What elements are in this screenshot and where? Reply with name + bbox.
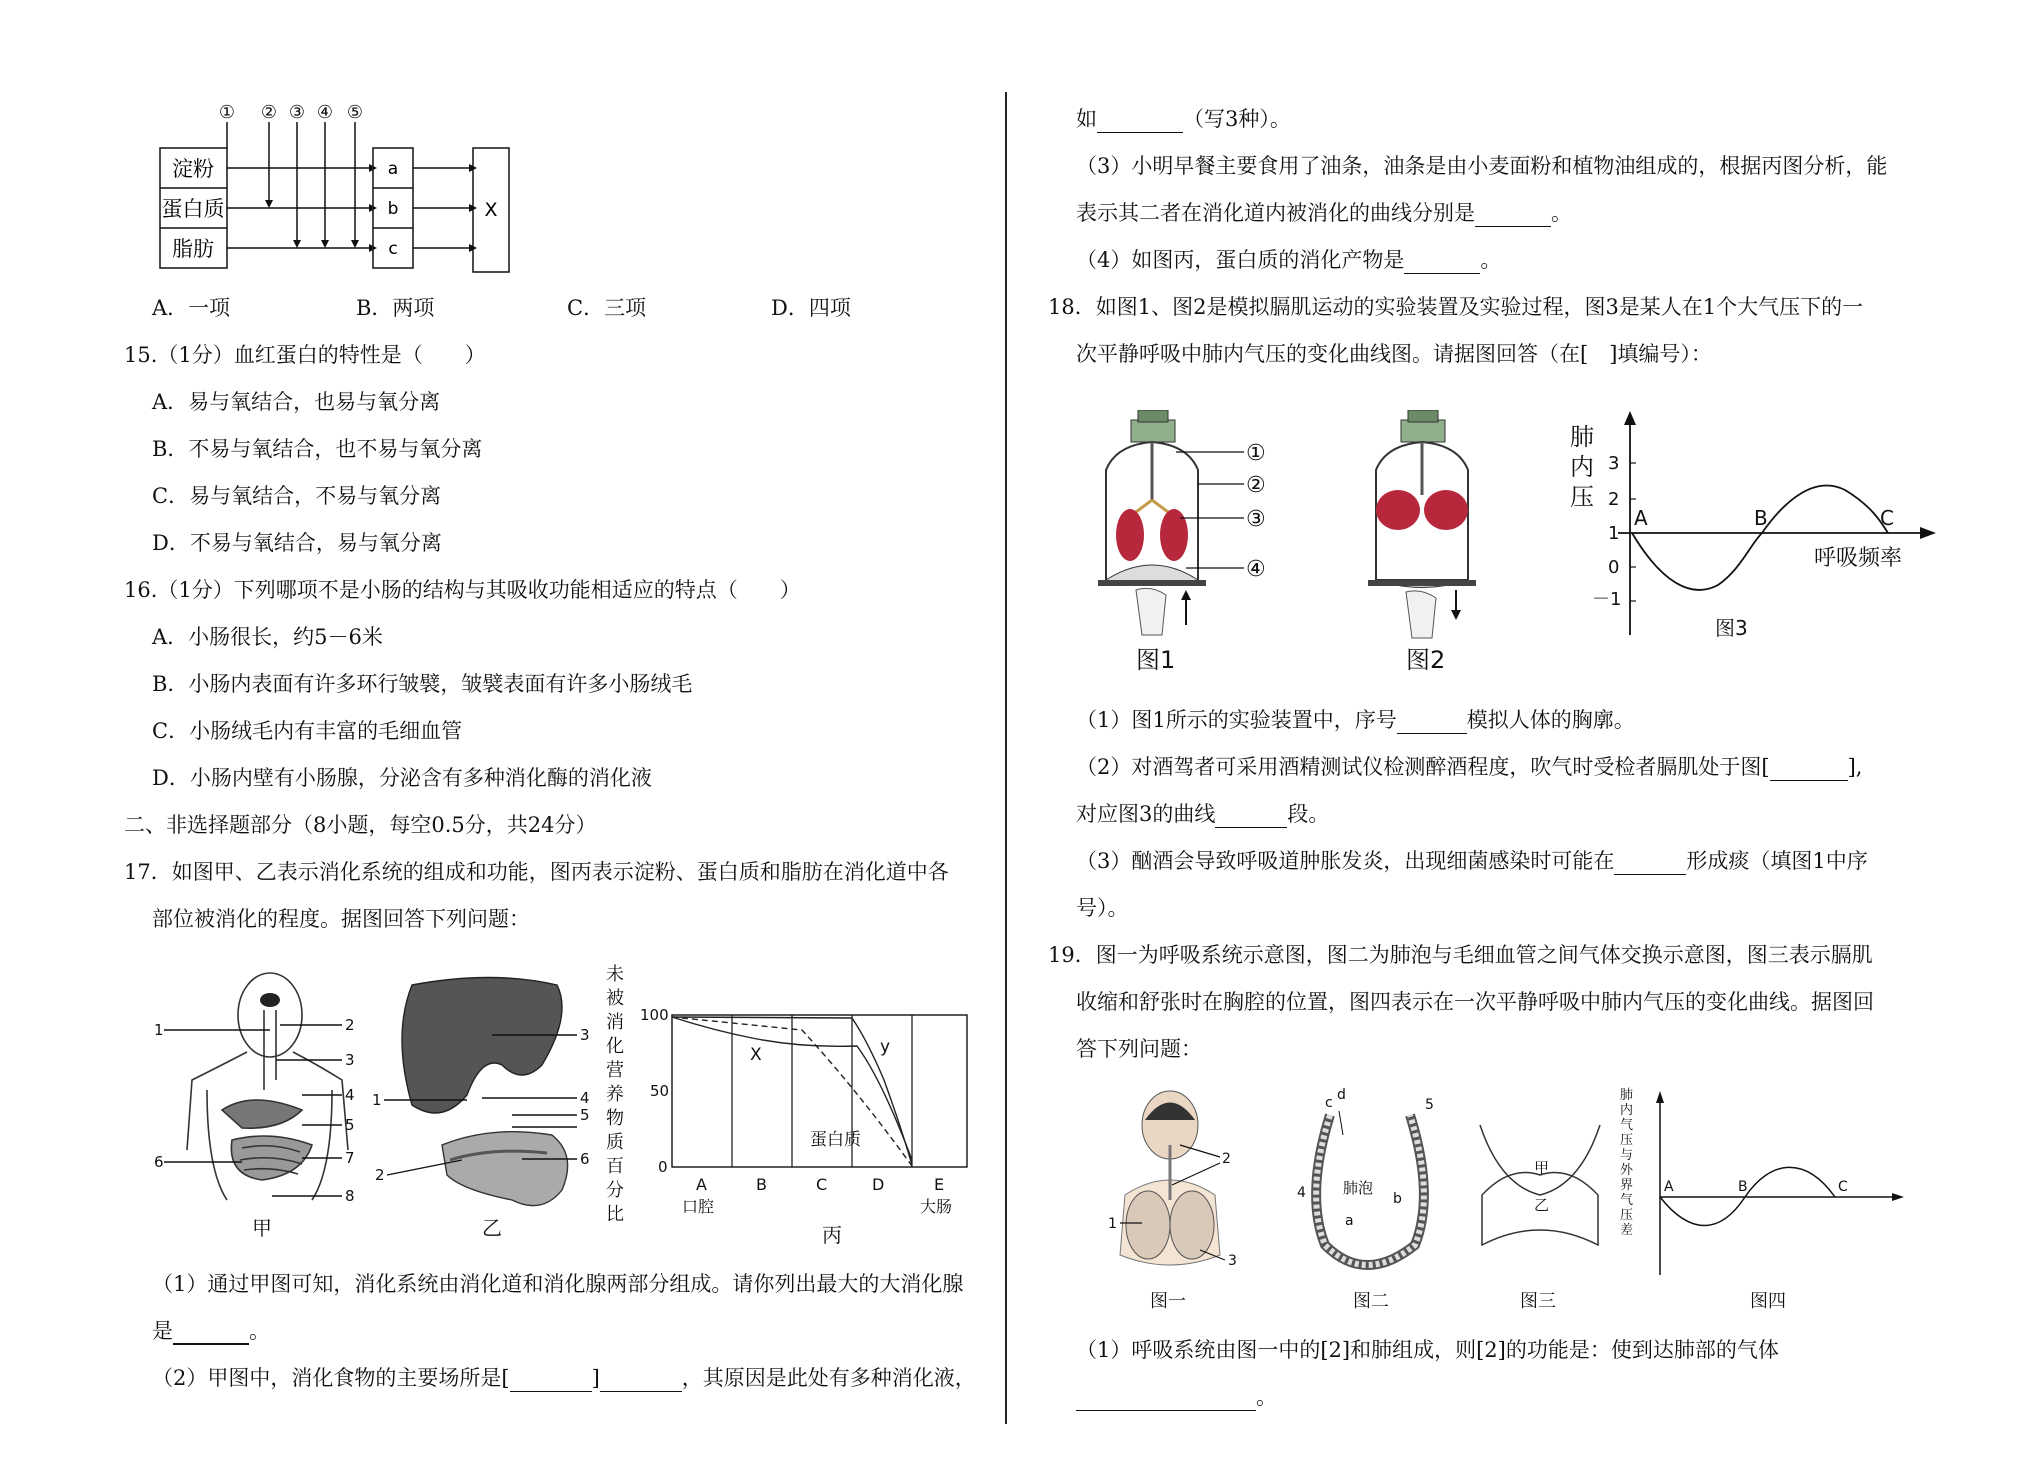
fig3-ylabel-3: 压 bbox=[1570, 483, 1594, 511]
q17-figure-yi bbox=[372, 975, 602, 1240]
fig-two-num-5: 5 bbox=[1425, 1097, 1434, 1113]
bing-cat-a: A bbox=[696, 1175, 707, 1194]
fig-four-caption: 图四 bbox=[1750, 1291, 1786, 1312]
q14-box-fat: 脂肪 bbox=[172, 237, 214, 261]
q17-p2-blank-name[interactable] bbox=[600, 1369, 682, 1392]
fig3-curve bbox=[1632, 486, 1888, 590]
q15-option-d[interactable]: D．不易与氧结合，易与氧分离 bbox=[152, 531, 442, 555]
fig-jia-caption: 甲 bbox=[252, 1216, 272, 1240]
fig-one-num-1: 1 bbox=[1108, 1216, 1117, 1232]
q17-figure-bing bbox=[602, 960, 982, 1255]
yi-label-4: 4 bbox=[580, 1089, 590, 1107]
fig3-tick-2: 2 bbox=[1608, 489, 1620, 510]
jia-label-3: 3 bbox=[345, 1051, 355, 1069]
q17-p3-prefix: 表示其二者在消化道内被消化的曲线分别是 bbox=[1076, 201, 1475, 225]
column-divider bbox=[1005, 92, 1007, 1424]
q14-flow-diagram bbox=[155, 100, 515, 280]
q17-p3-line1: （3）小明早餐主要食用了油条，油条是由小麦面粉和植物油组成的，根据丙图分析，能 bbox=[1076, 154, 1888, 178]
q19-fig-three bbox=[1480, 1125, 1600, 1312]
fig-two-label-d: d bbox=[1337, 1087, 1346, 1103]
q14-product-b: b bbox=[387, 199, 399, 219]
q19-p1-line2 bbox=[1076, 1383, 1277, 1411]
fig-four-point-c: C bbox=[1838, 1179, 1848, 1195]
bing-ylabel-9: 百 bbox=[606, 1156, 624, 1177]
jia-label-4: 4 bbox=[345, 1086, 355, 1104]
fig-two-label-c: c bbox=[1325, 1095, 1333, 1111]
fig3-tick-0: 0 bbox=[1608, 557, 1620, 578]
fig-three-jia: 甲 bbox=[1534, 1159, 1550, 1177]
jia-label-7: 7 bbox=[345, 1149, 355, 1167]
q18-p1-blank[interactable] bbox=[1397, 711, 1467, 734]
q16-stem: 16.（1分）下列哪项不是小肠的结构与其吸收功能相适应的特点（ ） bbox=[124, 578, 801, 602]
fig-four-ylabel-2: 内 bbox=[1620, 1103, 1634, 1118]
q18-figure-bell-jars bbox=[1076, 410, 1596, 680]
bing-ylabel-8: 质 bbox=[606, 1132, 624, 1153]
q17-p1-end: 。 bbox=[249, 1319, 270, 1343]
q17-p3-blank[interactable] bbox=[1475, 204, 1551, 227]
q16-option-a[interactable]: A．小肠很长，约5－6米 bbox=[152, 625, 383, 649]
bing-ylabel-4: 化 bbox=[606, 1036, 624, 1057]
fig-two-num-4: 4 bbox=[1297, 1185, 1306, 1201]
q18-p2-blank-segment[interactable] bbox=[1215, 805, 1287, 828]
bing-tick-0: 0 bbox=[658, 1158, 668, 1176]
bing-ylabel-3: 消 bbox=[606, 1012, 624, 1033]
fig-two-label-a: a bbox=[1345, 1213, 1354, 1229]
q14-marker-4: ④ bbox=[316, 102, 334, 123]
fig3-ylabel-1: 肺 bbox=[1570, 423, 1594, 451]
fig-one-caption: 图一 bbox=[1150, 1291, 1186, 1312]
q14-option-a[interactable]: A．一项 bbox=[152, 296, 231, 320]
fig1-caption: 图1 bbox=[1136, 646, 1176, 674]
q14-box-protein: 蛋白质 bbox=[161, 197, 225, 221]
q19-figures bbox=[1100, 1085, 1920, 1325]
bing-tick-50: 50 bbox=[650, 1082, 670, 1100]
bing-cat-e: E bbox=[934, 1175, 945, 1194]
jia-label-6: 6 bbox=[154, 1153, 164, 1171]
q14-marker-5: ⑤ bbox=[346, 102, 364, 123]
q17-p4-blank[interactable] bbox=[1404, 251, 1480, 274]
q18-p3-blank[interactable] bbox=[1614, 852, 1686, 875]
q17-p2-line2 bbox=[1076, 105, 1291, 133]
q18-figure-3-chart bbox=[1570, 405, 1950, 645]
q17-p2-line1 bbox=[152, 1364, 976, 1392]
bing-ylabel-1: 未 bbox=[606, 964, 624, 985]
q18-p2-prefix: （2）对酒驾者可采用酒精测试仪检测醉酒程度，吹气时受检者膈肌处于图[ bbox=[1076, 755, 1770, 779]
yi-label-5: 5 bbox=[580, 1106, 590, 1124]
fig-three-yi: 乙 bbox=[1534, 1196, 1550, 1214]
fig1-num-3: ③ bbox=[1246, 507, 1266, 532]
q14-marker-1: ① bbox=[218, 102, 236, 123]
q17-p1-prefix: 是 bbox=[152, 1319, 173, 1343]
q17-p4-line bbox=[1076, 246, 1501, 274]
q16-option-b[interactable]: B．小肠内表面有许多环行皱襞，皱襞表面有许多小肠绒毛 bbox=[152, 672, 693, 696]
q18-p1-line bbox=[1076, 706, 1635, 734]
yi-label-2: 2 bbox=[375, 1166, 385, 1184]
bing-ylabel-2: 被 bbox=[606, 988, 624, 1009]
q17-p2-blank-juices[interactable] bbox=[1097, 110, 1183, 133]
q17-p2-tail: ，其原因是此处有多种消化液， bbox=[681, 1366, 976, 1390]
fig3-point-a: A bbox=[1634, 506, 1648, 530]
q17-p3-end: 。 bbox=[1551, 201, 1572, 225]
q18-p3-line2: 号）。 bbox=[1076, 896, 1129, 920]
section-heading: 二、非选择题部分（8小题，每空0.5分，共24分） bbox=[124, 813, 597, 837]
fig1-num-2: ② bbox=[1246, 473, 1266, 498]
q14-option-d[interactable]: D．四项 bbox=[771, 296, 851, 320]
fig-four-ylabel-1: 肺 bbox=[1620, 1088, 1634, 1103]
yi-label-1: 1 bbox=[372, 1091, 382, 1109]
fig3-point-b: B bbox=[1754, 506, 1768, 530]
q18-p3-line1 bbox=[1076, 847, 1868, 875]
jia-label-5: 5 bbox=[345, 1116, 355, 1134]
bing-ylabel-11: 比 bbox=[606, 1204, 624, 1225]
fig2-caption: 图2 bbox=[1406, 646, 1446, 674]
bing-sub-large-intestine: 大肠 bbox=[920, 1197, 953, 1216]
fig-four-point-b: B bbox=[1738, 1179, 1748, 1195]
q17-p2-three: （写3种）。 bbox=[1183, 107, 1291, 131]
q14-option-b[interactable]: B．两项 bbox=[356, 296, 435, 320]
q17-figure-jia bbox=[152, 970, 372, 1240]
bing-ylabel-5: 营 bbox=[606, 1060, 624, 1081]
fig-four-ylabel-6: 外 bbox=[1620, 1163, 1634, 1178]
q14-box-starch: 淀粉 bbox=[172, 157, 214, 181]
bing-tick-100: 100 bbox=[640, 1006, 669, 1024]
fig-two-caption: 图二 bbox=[1353, 1291, 1389, 1312]
q14-result-x: X bbox=[484, 199, 498, 221]
q18-stem-line2: 次平静呼吸中肺内气压的变化曲线图。请据图回答（在[ ]填编号）： bbox=[1076, 342, 1712, 366]
q18-p1-suffix: 模拟人体的胸廓。 bbox=[1466, 708, 1635, 732]
q19-p1-blank[interactable] bbox=[1076, 1388, 1256, 1411]
q14-product-a: a bbox=[387, 159, 399, 179]
fig-bing-caption: 丙 bbox=[822, 1223, 842, 1247]
q18-p3-suffix: 形成痰（填图1中序 bbox=[1686, 849, 1868, 873]
fig-three-caption: 图三 bbox=[1520, 1291, 1556, 1312]
q18-p1-prefix: （1）图1所示的实验装置中，序号 bbox=[1076, 708, 1397, 732]
fig-four-ylabel-3: 气 bbox=[1620, 1118, 1634, 1133]
fig3-ylabel-2: 内 bbox=[1570, 453, 1594, 481]
q18-p2-bracket: ], bbox=[1847, 755, 1863, 779]
q17-p4-end: 。 bbox=[1480, 248, 1502, 272]
q19-p1-end: 。 bbox=[1256, 1385, 1277, 1409]
bing-ylabel-10: 分 bbox=[606, 1180, 624, 1201]
q19-stem-line3: 答下列问题： bbox=[1076, 1037, 1202, 1061]
fig-yi-caption: 乙 bbox=[482, 1216, 502, 1240]
bing-cat-b: B bbox=[756, 1175, 767, 1194]
yi-label-3: 3 bbox=[580, 1026, 590, 1044]
q19-stem-line1: 19．图一为呼吸系统示意图，图二为肺泡与毛细血管之间气体交换示意图，图三表示膈肌 bbox=[1048, 943, 1873, 967]
q18-p3-prefix: （3）酗酒会导致呼吸道肿胀发炎，出现细菌感染时可能在 bbox=[1076, 849, 1615, 873]
fig1-num-1: ① bbox=[1246, 441, 1266, 466]
q15-stem: 15.（1分）血红蛋白的特性是（ ） bbox=[124, 343, 486, 367]
q18-p2-line2 bbox=[1076, 800, 1329, 828]
q17-stem-line2: 部位被消化的程度。据图回答下列问题： bbox=[152, 907, 530, 931]
fig3-caption: 图3 bbox=[1715, 616, 1748, 640]
q14-product-c: c bbox=[388, 239, 398, 259]
bing-cat-d: D bbox=[872, 1175, 885, 1194]
q14-marker-2: ② bbox=[260, 102, 278, 123]
jia-label-1: 1 bbox=[154, 1021, 164, 1039]
fig-two-label-b: b bbox=[1393, 1191, 1402, 1207]
curve-x-label: X bbox=[750, 1045, 762, 1065]
q17-stem-line1: 17．如图甲、乙表示消化系统的组成和功能，图丙表示淀粉、蛋白质和脂肪在消化道中各 bbox=[124, 860, 949, 884]
q17-p2-prefix: （2）甲图中，消化食物的主要场所是[ bbox=[152, 1366, 510, 1390]
fig-four-point-a: A bbox=[1664, 1179, 1674, 1195]
bing-sub-mouth: 口腔 bbox=[682, 1197, 715, 1216]
q19-fig-two bbox=[1297, 1087, 1434, 1312]
fig3-point-c: C bbox=[1880, 506, 1894, 530]
q15-option-b[interactable]: B．不易与氧结合，也不易与氧分离 bbox=[152, 437, 483, 461]
q17-p1-blank[interactable] bbox=[173, 1321, 249, 1345]
bing-ylabel-6: 养 bbox=[606, 1084, 624, 1105]
fig-four-ylabel-4: 压 bbox=[1620, 1133, 1634, 1148]
bing-ylabel-7: 物 bbox=[606, 1108, 624, 1129]
q17-p2-bracket: ] bbox=[591, 1366, 600, 1390]
q14-marker-3: ③ bbox=[288, 102, 306, 123]
q18-p2-segment-suffix: 段。 bbox=[1287, 802, 1330, 826]
fig-one-num-2: 2 bbox=[1222, 1151, 1231, 1167]
q18-stem-line1: 18．如图1、图2是模拟膈肌运动的实验装置及实验过程，图3是某人在1个大气压下的一 bbox=[1048, 295, 1864, 319]
q15-option-c[interactable]: C．易与氧结合，不易与氧分离 bbox=[152, 484, 442, 508]
fig-four-ylabel-8: 气 bbox=[1620, 1193, 1634, 1208]
fig-four-ylabel-7: 界 bbox=[1620, 1178, 1634, 1193]
fig3-tick-1: 1 bbox=[1608, 523, 1620, 544]
q19-fig-one bbox=[1108, 1091, 1237, 1312]
fig1-num-4: ④ bbox=[1246, 557, 1266, 582]
q19-stem-line2: 收缩和舒张时在胸腔的位置，图四表示在一次平静呼吸中肺内气压的变化曲线。据图回 bbox=[1076, 990, 1874, 1014]
q18-p2-blank-figure[interactable] bbox=[1770, 758, 1848, 781]
fig3-tick-3: 3 bbox=[1608, 453, 1620, 474]
jia-label-2: 2 bbox=[345, 1016, 355, 1034]
q19-p1-line1: （1）呼吸系统由图一中的[2]和肺组成，则[2]的功能是：使到达肺部的气体 bbox=[1076, 1338, 1779, 1362]
q15-option-a[interactable]: A．易与氧结合，也易与氧分离 bbox=[152, 390, 441, 414]
q17-p3-line2 bbox=[1076, 199, 1572, 227]
yi-label-6: 6 bbox=[580, 1150, 590, 1168]
bing-cat-c: C bbox=[816, 1175, 828, 1194]
q19-fig-four bbox=[1620, 1087, 1904, 1312]
curve-y-label: y bbox=[880, 1037, 891, 1057]
q16-option-d[interactable]: D．小肠内壁有小肠腺，分泌含有多种消化酶的消化液 bbox=[152, 766, 652, 790]
q17-p2-blank-number[interactable] bbox=[510, 1369, 592, 1392]
fig3-tick-neg1: －1 bbox=[1592, 589, 1622, 610]
jia-label-8: 8 bbox=[345, 1187, 355, 1205]
fig-two-alveolus: 肺泡 bbox=[1343, 1179, 1374, 1197]
q17-p1-line2 bbox=[152, 1317, 270, 1345]
q17-p4-prefix: （4）如图丙，蛋白质的消化产物是 bbox=[1076, 248, 1405, 272]
q14-option-c[interactable]: C．三项 bbox=[567, 296, 647, 320]
q17-p2-ru: 如 bbox=[1076, 107, 1097, 131]
fig-four-ylabel-10: 差 bbox=[1620, 1223, 1634, 1238]
q18-p2-line1 bbox=[1076, 753, 1862, 781]
fig-one-num-3: 3 bbox=[1228, 1253, 1237, 1269]
q18-p2-curve-prefix: 对应图3的曲线 bbox=[1076, 802, 1216, 826]
q16-option-c[interactable]: C．小肠绒毛内有丰富的毛细血管 bbox=[152, 719, 463, 743]
protein-label: 蛋白质 bbox=[810, 1130, 861, 1150]
fig3-xlabel: 呼吸频率 bbox=[1814, 546, 1903, 571]
fig-four-ylabel-9: 压 bbox=[1620, 1208, 1634, 1223]
fig-four-ylabel-5: 与 bbox=[1620, 1148, 1634, 1163]
q17-p1-line1: （1）通过甲图可知，消化系统由消化道和消化腺两部分组成。请你列出最大的大消化腺 bbox=[152, 1272, 964, 1296]
